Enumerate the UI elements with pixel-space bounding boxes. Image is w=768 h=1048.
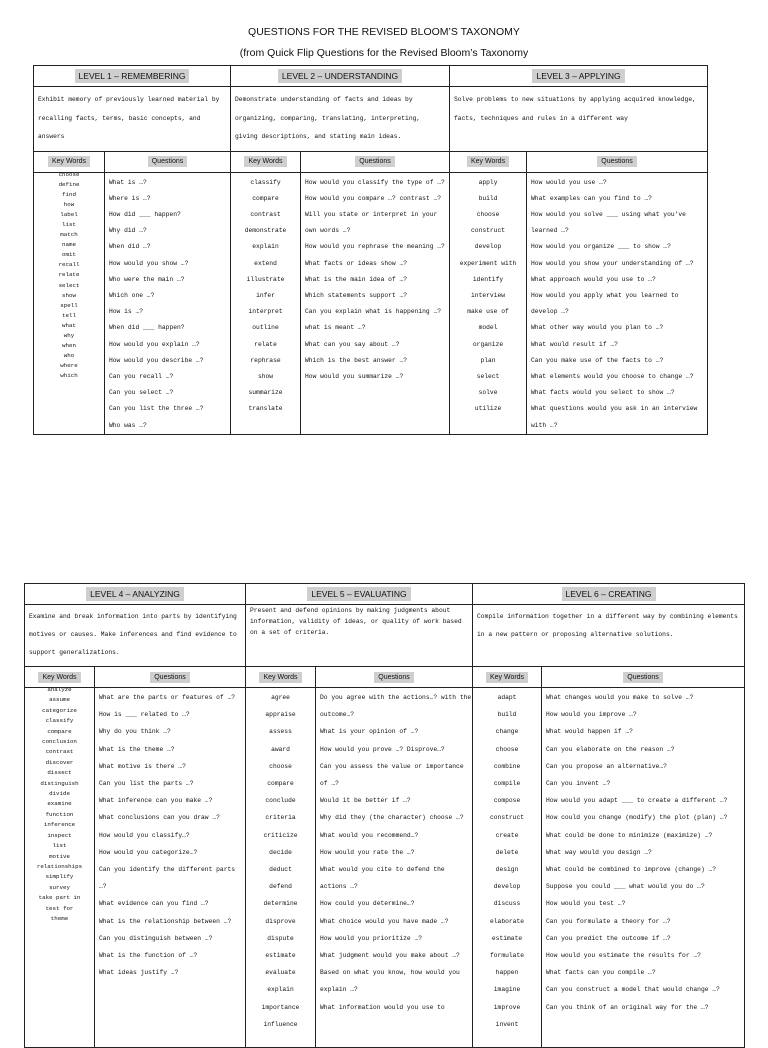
key-word: develop: [493, 883, 521, 891]
key-word: change: [495, 728, 519, 736]
key-word: distinguish: [40, 779, 79, 787]
level-2-questions-header: [301, 151, 450, 172]
question: How would you show your understanding of …?: [531, 259, 694, 267]
key-word: estimate: [265, 952, 296, 960]
key-word: solve: [478, 389, 498, 397]
level-3-description: Solve problems to new situations by applying acquired knowledge, facts, techniques and rules in a different way: [450, 87, 708, 152]
level-5-questions-header: [316, 667, 473, 688]
question: How would you adapt ___ to create a different …?: [546, 797, 728, 805]
key-word: model: [478, 324, 498, 332]
question: Can you assess the value or importance of …?: [320, 762, 464, 788]
question: What elements would you choose to change …?: [531, 372, 694, 380]
key-words-label: Key Words: [259, 672, 301, 683]
key-word: discover: [45, 758, 74, 766]
key-word: plan: [480, 356, 496, 364]
level-5-label: LEVEL 5 – EVALUATING: [307, 587, 410, 601]
question: What would happen if …?: [546, 728, 633, 736]
key-word: illustrate: [246, 275, 285, 283]
key-word: survey: [49, 883, 70, 891]
key-word: why: [63, 332, 75, 339]
key-word: take part in: [38, 894, 81, 902]
question: What is the function of …?: [99, 952, 198, 960]
question: Will you state or interpret in your own words …?: [305, 210, 438, 235]
question: What is the relationship between …?: [99, 917, 232, 925]
level-1-questions: [105, 175, 230, 434]
question: How could you change (modify) the plot (plan) …?: [546, 814, 728, 822]
question: How is …?: [109, 308, 144, 316]
question: What changes would you make to solve …?: [546, 694, 694, 701]
key-word: list: [62, 220, 76, 228]
key-word: interpret: [248, 308, 283, 316]
level-6-keywords-cell: [473, 688, 542, 1048]
key-word: disprove: [265, 917, 296, 925]
key-word: utilize: [474, 405, 502, 413]
level-4-keywords: [25, 685, 94, 924]
level-3-keywords-header: [450, 151, 527, 172]
question: How would you summarize …?: [305, 372, 404, 380]
key-word: relationships: [36, 862, 83, 870]
key-word: classify: [45, 717, 74, 725]
question: Can you elaborate on the reason …?: [546, 745, 675, 753]
level-4-description: Examine and break information into parts by identifying motives or causes. Make inferences and find evidence to support generalizations.: [25, 605, 246, 667]
question: How would you use …?: [531, 178, 607, 186]
question: When did ___ happen?: [109, 324, 185, 332]
question: How would you categorize…?: [99, 848, 198, 856]
key-word: imagine: [493, 986, 521, 994]
questions-label: Questions: [597, 156, 637, 167]
question: Can you invent …?: [546, 780, 611, 788]
question: Suppose you could ___ what would you do …?: [546, 883, 705, 891]
question: What conclusions can you draw …?: [99, 814, 220, 822]
question: How would you describe …?: [109, 356, 204, 364]
key-word: conclusion: [42, 738, 77, 746]
level-1-questions-cell: [105, 172, 231, 434]
key-word: theme: [50, 914, 69, 922]
key-word: discuss: [493, 900, 521, 908]
question: What evidence can you find …?: [99, 900, 209, 908]
question: How is ___ related to …?: [99, 711, 190, 719]
question: What could be done to minimize (maximize) …?: [546, 831, 713, 839]
question: How would you prioritize …?: [320, 934, 423, 942]
key-word: where: [60, 362, 78, 370]
level-6-keywords: [473, 689, 541, 1033]
level-3-keywords: [450, 175, 526, 418]
level-5-description: Present and defend opinions by making judgments about information, validity of ideas, or quality of work based on a set of criteria.: [246, 605, 473, 667]
question: Can you list the three …?: [109, 405, 204, 413]
key-word: design: [495, 866, 519, 874]
key-word: name: [62, 241, 76, 249]
question: What is the main idea of …?: [305, 275, 408, 283]
key-word: spell: [60, 301, 78, 309]
question: How would you estimate the results for …?: [546, 952, 701, 960]
key-word: construct: [471, 227, 506, 235]
level-4-questions-cell: [95, 688, 246, 1048]
question: What ideas justify …?: [99, 969, 179, 977]
key-word: determine: [263, 900, 298, 908]
question: What judgment would you make about …?: [320, 952, 460, 960]
level-2-keywords-header: [231, 151, 301, 172]
key-word: contrast: [250, 210, 281, 218]
key-word: compile: [493, 780, 521, 788]
key-word: motive: [49, 852, 70, 860]
question: Which is the best answer …?: [305, 356, 408, 364]
question: Can you distinguish between …?: [99, 934, 213, 942]
key-word: dissect: [47, 769, 72, 777]
question: How would you organize ___ to show …?: [531, 243, 671, 251]
level-2-keywords: [231, 175, 300, 418]
key-word: develop: [474, 243, 502, 251]
level-3-questions-cell: [527, 172, 708, 434]
question: Which one …?: [109, 291, 155, 299]
key-word: which: [60, 372, 78, 380]
key-word: translate: [248, 405, 283, 413]
key-word: explain: [252, 243, 279, 251]
question: What is your opinion of …?: [320, 728, 419, 736]
question: What could be combined to improve (change) …?: [546, 866, 717, 874]
question: what is meant …?: [305, 324, 366, 332]
question: How would you explain …?: [109, 340, 200, 348]
question: Can you construct a model that would change …?: [546, 986, 720, 994]
level-6-header: [473, 584, 745, 605]
level-4-keywords-cell: [25, 688, 95, 1048]
question: When did …?: [109, 243, 151, 251]
key-word: appraise: [265, 711, 296, 719]
key-words-label: Key Words: [467, 156, 509, 167]
key-word: how: [63, 200, 75, 208]
key-word: label: [60, 210, 78, 218]
key-word: simplify: [45, 873, 74, 881]
key-word: select: [476, 372, 500, 380]
taxonomy-table-levels-1-3: [33, 65, 708, 435]
level-1-description: Exhibit memory of previously learned material by recalling facts, terms, basic concepts, and answers: [34, 87, 231, 152]
question: Can you predict the outcome if …?: [546, 934, 671, 942]
key-word: experiment with: [459, 259, 517, 267]
key-word: make use of: [467, 308, 509, 316]
key-word: assess: [269, 728, 292, 736]
level-2-description: Demonstrate understanding of facts and ideas by organizing, comparing, translating, interpreting, giving descriptions, and stating main ideas.: [231, 87, 450, 152]
question: What would you cite to defend the actions …?: [320, 866, 445, 891]
key-word: assume: [49, 696, 70, 704]
level-2-keywords-cell: [231, 172, 301, 434]
level-1-header: [34, 66, 231, 87]
question: What choice would you have made …?: [320, 917, 449, 925]
question: How could you determine…?: [320, 900, 415, 908]
key-words-label: Key Words: [244, 156, 286, 167]
key-word: test for: [45, 904, 74, 912]
questions-label: Questions: [374, 672, 414, 683]
question: Can you make use of the facts to …?: [531, 356, 664, 364]
question: Can you list the parts …?: [99, 780, 194, 788]
key-word: importance: [261, 1003, 300, 1011]
key-word: evaluate: [265, 969, 296, 977]
level-3-keywords-cell: [450, 172, 527, 434]
key-word: invent: [495, 1020, 519, 1028]
level-2-label: LEVEL 2 – UNDERSTANDING: [278, 69, 402, 83]
key-word: analyze: [47, 686, 72, 693]
key-word: relate: [254, 340, 277, 348]
question: Can you recall …?: [109, 372, 174, 380]
level-6-questions-cell: [542, 688, 745, 1048]
question: Who was …?: [109, 421, 147, 429]
key-word: adapt: [497, 694, 517, 701]
key-word: apply: [478, 178, 498, 186]
question: What can you say about …?: [305, 340, 400, 348]
key-word: omit: [62, 251, 76, 259]
question: Do you agree with the actions…? with the outcome…?: [320, 694, 472, 719]
level-1-label: LEVEL 1 – REMEMBERING: [75, 69, 190, 83]
key-word: compose: [493, 797, 521, 805]
key-word: find: [62, 190, 76, 198]
level-5-keywords-cell: [246, 688, 316, 1048]
key-word: tell: [62, 311, 76, 319]
level-4-questions-header: [95, 667, 246, 688]
key-word: infer: [256, 291, 275, 299]
question: What way would you design …?: [546, 848, 652, 856]
questions-label: Questions: [150, 672, 190, 683]
level-6-description: Compile information together in a different way by combining elements in a new pattern or proposing alternative solutions.: [473, 605, 745, 667]
question: What other way would you plan to …?: [531, 324, 664, 332]
question: Which statements support …?: [305, 291, 408, 299]
key-word: when: [62, 342, 76, 350]
key-word: build: [478, 194, 498, 202]
key-word: choose: [495, 745, 519, 753]
key-word: compare: [267, 780, 294, 788]
question: What approach would you use to …?: [531, 275, 656, 283]
question: What inference can you make …?: [99, 797, 213, 805]
level-4-label: LEVEL 4 – ANALYZING: [86, 587, 184, 601]
key-word: divide: [49, 790, 70, 798]
key-word: show: [257, 372, 274, 380]
question: What questions would you ask in an interview with …?: [531, 405, 698, 429]
key-word: delete: [495, 848, 519, 856]
key-word: choose: [269, 762, 292, 770]
key-word: choose: [476, 210, 500, 218]
key-word: contrast: [45, 748, 74, 756]
key-word: agree: [271, 694, 290, 701]
level-5-questions: [316, 689, 472, 1016]
key-word: conclude: [265, 797, 296, 805]
key-word: list: [52, 842, 67, 850]
question: How did ___ happen?: [109, 210, 181, 218]
question: What is the theme …?: [99, 745, 175, 753]
key-word: match: [60, 231, 78, 239]
key-word: estimate: [491, 934, 523, 942]
level-6-questions-header: [542, 667, 745, 688]
level-6-keywords-header: [473, 667, 542, 688]
level-6-questions: [542, 689, 744, 1016]
question: Can you explain what is happening …?: [305, 308, 442, 316]
key-word: elaborate: [490, 917, 525, 925]
key-word: inspect: [47, 831, 72, 839]
key-word: organize: [472, 340, 504, 348]
level-1-keywords-cell: [34, 172, 105, 434]
questions-label: Questions: [355, 156, 395, 167]
key-word: inference: [43, 821, 76, 829]
question: What facts would you select to show …?: [531, 389, 675, 397]
question: Can you propose an alternative…?: [546, 762, 667, 770]
key-word: examine: [47, 800, 72, 808]
key-word: decide: [269, 848, 292, 856]
key-word: show: [62, 291, 76, 299]
level-2-questions: [301, 175, 449, 386]
questions-label: Questions: [623, 672, 663, 683]
key-word: categorize: [42, 706, 77, 714]
question: How would you classify…?: [99, 831, 190, 839]
key-word: compare: [252, 194, 279, 202]
key-words-label: Key Words: [48, 156, 90, 167]
level-4-questions: [95, 689, 245, 981]
level-5-questions-cell: [316, 688, 473, 1048]
key-word: classify: [250, 178, 281, 186]
key-word: influence: [263, 1020, 298, 1028]
key-word: create: [495, 831, 519, 839]
key-word: select: [58, 281, 80, 289]
key-word: improve: [493, 1003, 521, 1011]
question: How would you apply what you learned to develop …?: [531, 291, 679, 316]
question: Can you formulate a theory for …?: [546, 917, 671, 925]
key-word: construct: [490, 814, 525, 822]
questions-label: Questions: [148, 156, 188, 167]
key-word: identify: [472, 275, 504, 283]
key-word: demonstrate: [244, 227, 287, 235]
question: Where is …?: [109, 194, 151, 202]
question: What motive is there …?: [99, 762, 186, 770]
question: How would you improve …?: [546, 711, 637, 719]
question: Can you identify the different parts …?: [99, 866, 236, 891]
level-4-header: [25, 584, 246, 605]
level-1-keywords: [34, 170, 104, 382]
key-word: define: [58, 180, 80, 188]
key-word: happen: [495, 969, 519, 977]
question: How would you rate the …?: [320, 848, 415, 856]
question: What would result if …?: [531, 340, 618, 348]
level-3-questions-header: [527, 151, 708, 172]
key-word: interview: [471, 291, 506, 299]
key-words-label: Key Words: [38, 672, 80, 683]
key-word: what: [62, 321, 76, 329]
question: Why did …?: [109, 227, 147, 235]
question: What would you recommend…?: [320, 831, 419, 839]
question: How would you rephrase the meaning …?: [305, 243, 445, 251]
question: What are the parts or features of …?: [99, 694, 236, 701]
question: Based on what you know, how would you explain …?: [320, 969, 460, 994]
taxonomy-table-levels-4-6: [24, 583, 745, 1048]
question: Would it be better if …?: [320, 797, 411, 805]
level-3-header: [450, 66, 708, 87]
key-word: function: [45, 810, 74, 818]
question: What is …?: [109, 178, 147, 186]
level-2-header: [231, 66, 450, 87]
key-word: recall: [58, 261, 80, 269]
key-word: award: [271, 745, 290, 753]
level-3-questions: [527, 175, 707, 434]
key-word: criteria: [265, 814, 296, 822]
page-title: QUESTIONS FOR THE REVISED BLOOM’S TAXONOMY: [248, 26, 520, 38]
key-word: deduct: [269, 866, 292, 874]
key-words-label: Key Words: [486, 672, 528, 683]
question: What information would you use to: [320, 1003, 445, 1011]
key-word: defend: [269, 883, 292, 891]
key-word: combine: [493, 762, 521, 770]
question: How would you solve ___ using what you’ve learned …?: [531, 210, 686, 235]
question: How would you test …?: [546, 900, 626, 908]
key-word: outline: [252, 324, 279, 332]
page-subtitle: (from Quick Flip Questions for the Revised Bloom’s Taxonomy: [239, 47, 529, 59]
question: Can you select …?: [109, 389, 174, 397]
question: How would you compare …? contrast …?: [305, 194, 442, 202]
level-5-keywords-header: [246, 667, 316, 688]
key-word: choose: [58, 170, 80, 178]
key-word: formulate: [490, 952, 525, 960]
key-word: extend: [254, 259, 277, 267]
key-word: dispute: [267, 934, 294, 942]
key-word: criticize: [263, 831, 298, 839]
key-word: summarize: [248, 389, 283, 397]
key-word: relate: [58, 271, 80, 279]
question: What examples can you find to …?: [531, 194, 652, 202]
level-6-label: LEVEL 6 – CREATING: [562, 587, 656, 601]
question: How would you classify the type of …?: [305, 178, 445, 186]
question: How would you show …?: [109, 259, 189, 267]
level-5-header: [246, 584, 473, 605]
key-word: explain: [267, 986, 294, 994]
question: What facts or ideas show …?: [305, 259, 408, 267]
key-word: build: [497, 711, 517, 719]
question: Can you think of an original way for the …?: [546, 1003, 709, 1011]
question: What facts can you compile …?: [546, 969, 656, 977]
level-5-keywords: [246, 689, 315, 1033]
key-word: who: [63, 352, 75, 360]
level-3-label: LEVEL 3 – APPLYING: [532, 69, 624, 83]
question: Why did they (the character) choose …?: [320, 814, 464, 822]
key-word: compare: [47, 727, 72, 735]
key-word: rephrase: [250, 356, 281, 364]
question: How would you prove …? Disprove…?: [320, 745, 445, 753]
question: Why do you think …?: [99, 728, 171, 736]
level-1-questions-header: [105, 151, 231, 172]
question: Who were the main …?: [109, 275, 185, 283]
level-2-questions-cell: [301, 172, 450, 434]
